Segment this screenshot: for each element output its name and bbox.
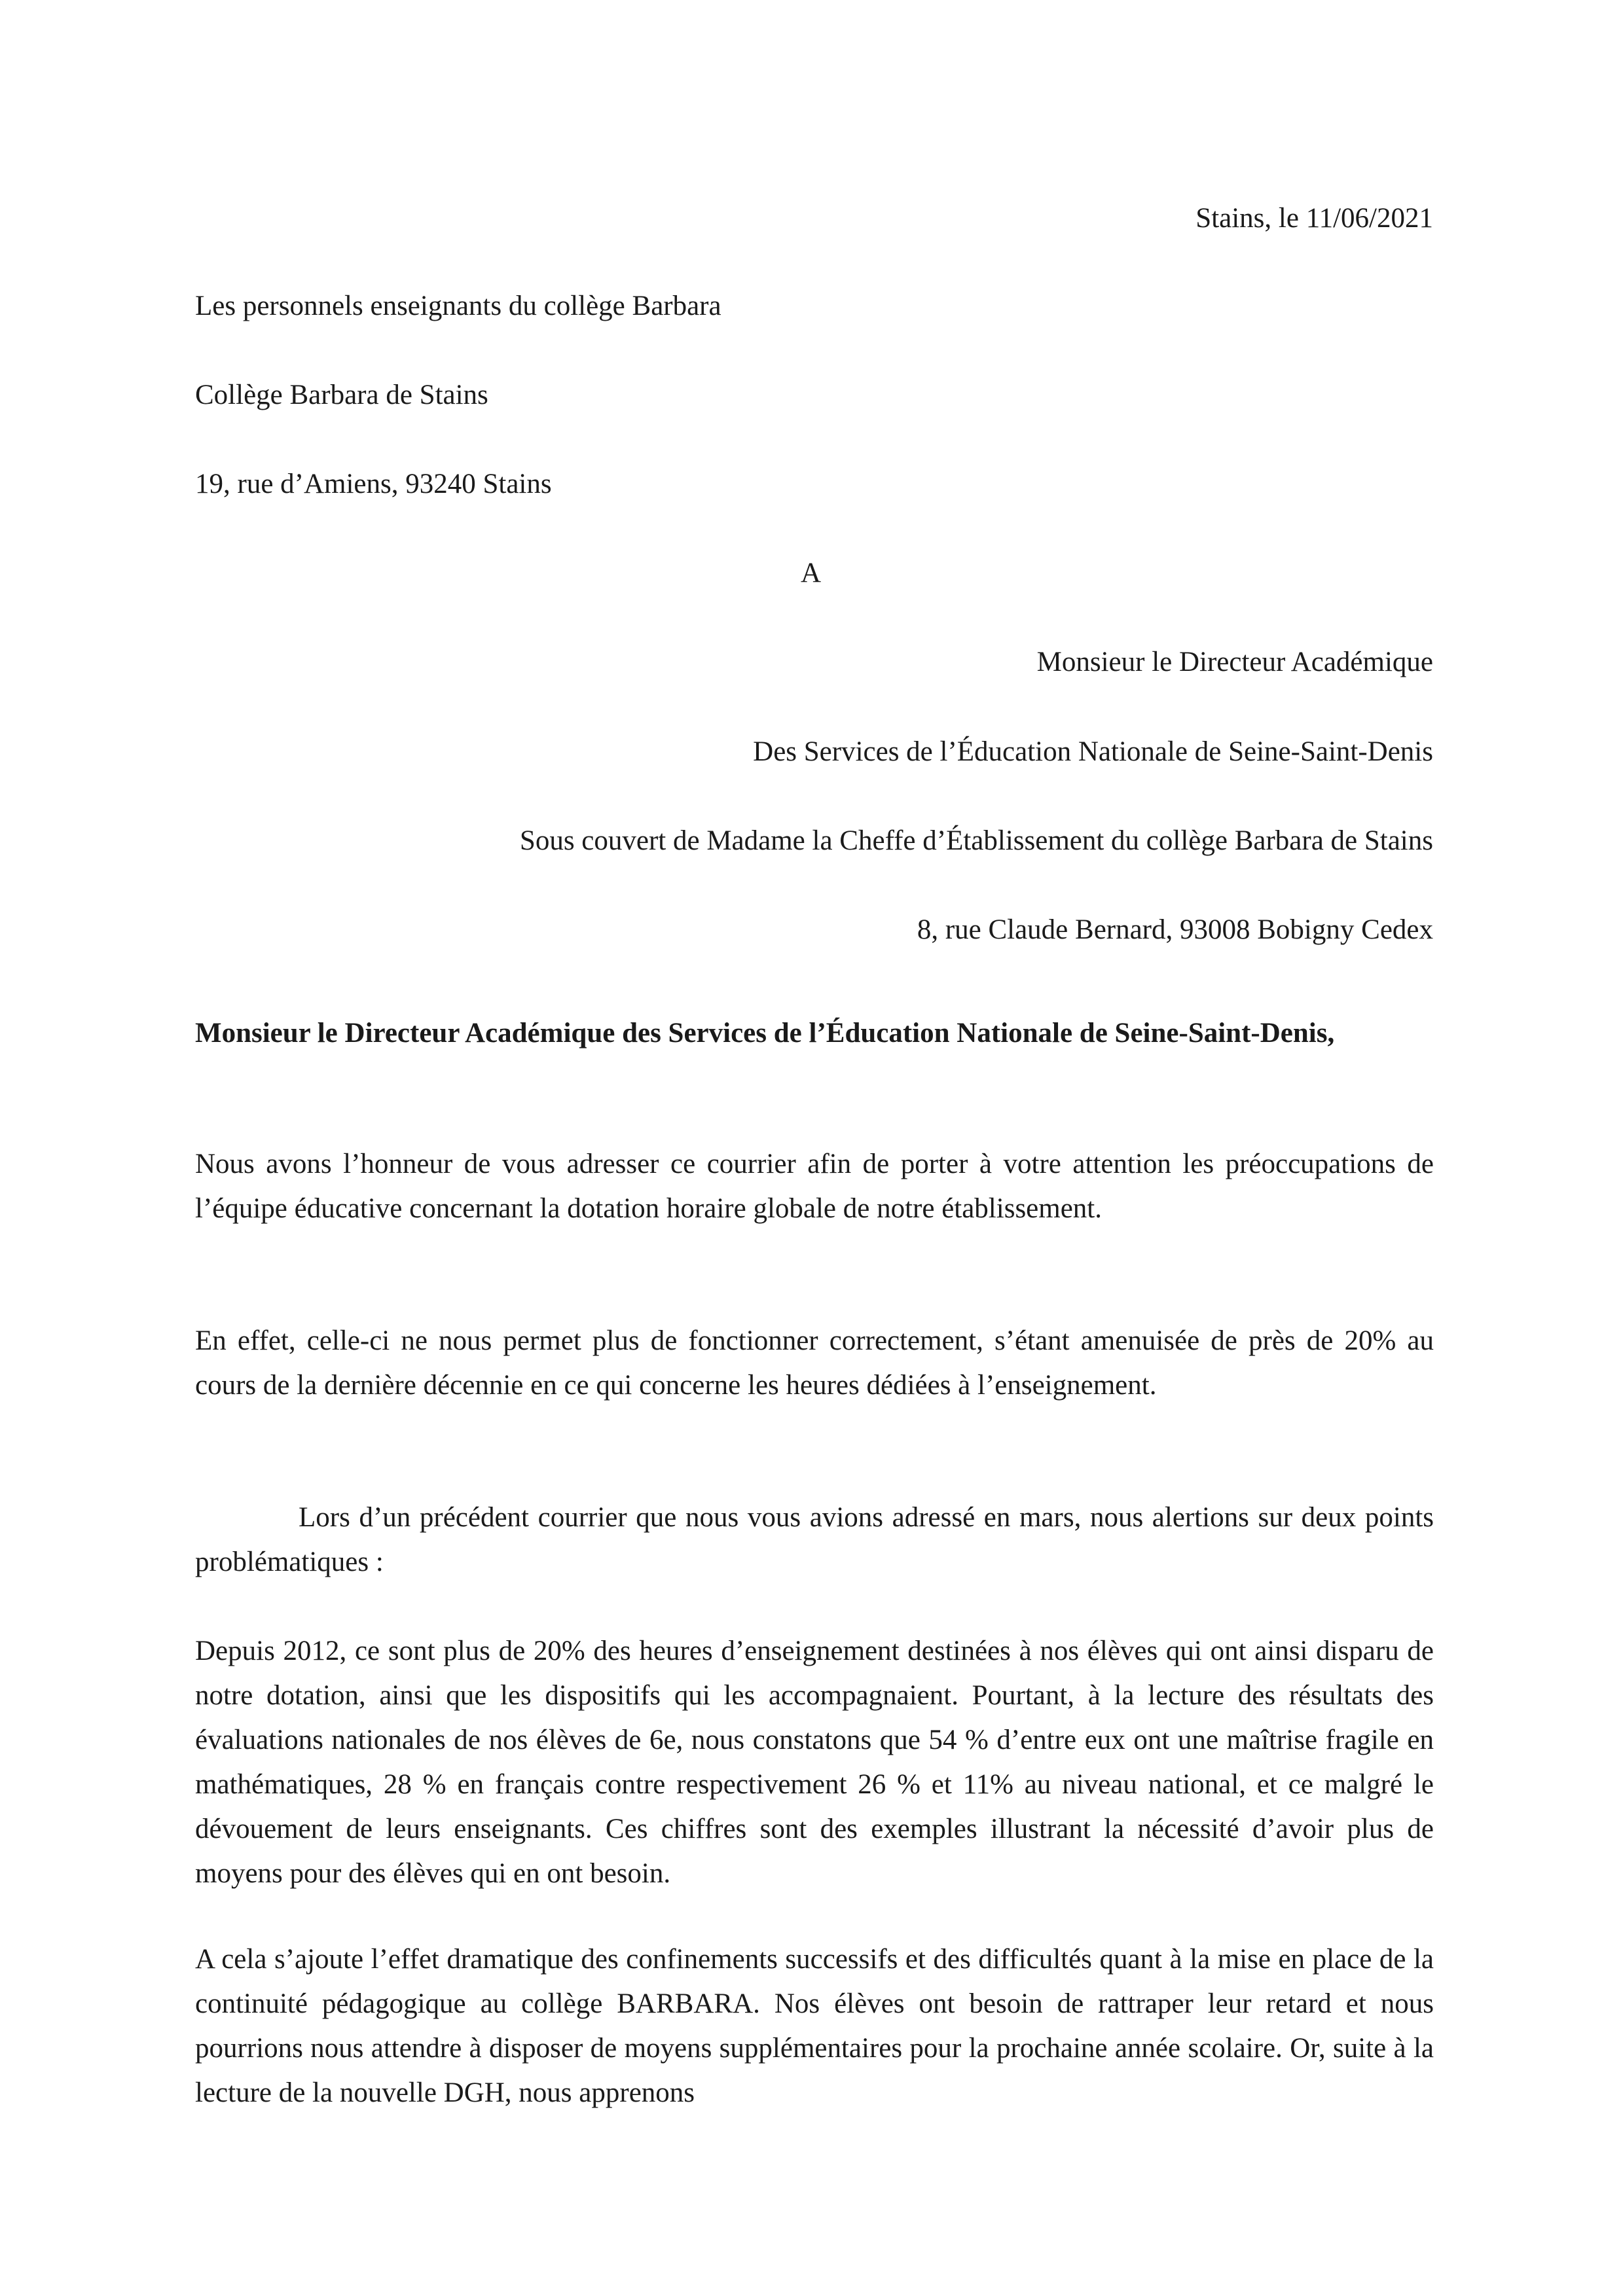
salutation: Monsieur le Directeur Académique des Services de l’Éducation Nationale de Seine-Saint-Denis, xyxy=(195,1018,1335,1049)
sender-line-2: Collège Barbara de Stains xyxy=(195,380,488,410)
recipient-line-3: Sous couvert de Madame la Cheffe d’Établissement du collège Barbara de Stains xyxy=(519,825,1433,856)
paragraph-2-text: En effet, celle-ci ne nous permet plus de fonctionner correctement, s’étant amenuisée de près de 20% au cours de la dernière décennie en ce qui concerne les heures dédiées à l’enseignement. xyxy=(195,1325,1434,1401)
paragraph-5-text: A cela s’ajoute l’effet dramatique des confinements successifs et des difficultés quant à la mise en place de la continuité pédagogique au collège BARBARA. Nos élèves ont besoin de rattraper leur retard et nous pourrions nous attendre à disposer de moyens supplémentaires pour la prochaine année scolaire. Or, suite à la lecture de la nouvelle DGH, nous apprenons xyxy=(195,1944,1434,2108)
sender-line-1: Les personnels enseignants du collège Barbara xyxy=(195,291,721,321)
paragraph-3-text: Lors d’un précédent courrier que nous vous avions adressé en mars, nous alertions sur deux points problématiques : xyxy=(195,1502,1434,1577)
recipient-line-4: 8, rue Claude Bernard, 93008 Bobigny Cedex xyxy=(917,914,1433,945)
paragraph-4-text: Depuis 2012, ce sont plus de 20% des heures d’enseignement destinées à nos élèves qui ont ainsi disparu de notre dotation, ainsi que les dispositifs qui les accompagnaient. Pourtant, à la lecture des résultats des évaluations nationales de nos élèves de 6e, nous constatons que 54 % d’entre eux ont une maîtrise fragile en mathématiques, 28 % en français contre respectivement 26 % et 11% au niveau national, et ce malgré le dévouement de leurs enseignants. Ces chiffres sont des exemples illustrant la nécessité d’avoir plus de moyens pour des élèves qui en ont besoin. xyxy=(195,1636,1434,1889)
place-date: Stains, le 11/06/2021 xyxy=(1195,203,1433,234)
paragraph-1-text: Nous avons l’honneur de vous adresser ce courrier afin de porter à votre attention les préoccupations de l’équipe éducative concernant la dotation horaire globale de notre établissement. xyxy=(195,1149,1434,1224)
to-marker: A xyxy=(801,558,822,588)
paragraph-2 xyxy=(195,1319,1434,1408)
paragraph-1 xyxy=(195,1142,1434,1231)
paragraph-4 xyxy=(195,1629,1434,1896)
sender-line-3: 19, rue d’Amiens, 93240 Stains xyxy=(195,469,552,499)
paragraph-5 xyxy=(195,1937,1434,2115)
recipient-line-2: Des Services de l’Éducation Nationale de Seine-Saint-Denis xyxy=(753,736,1433,767)
paragraph-3 xyxy=(195,1496,1434,1585)
recipient-line-1: Monsieur le Directeur Académique xyxy=(1036,647,1433,677)
